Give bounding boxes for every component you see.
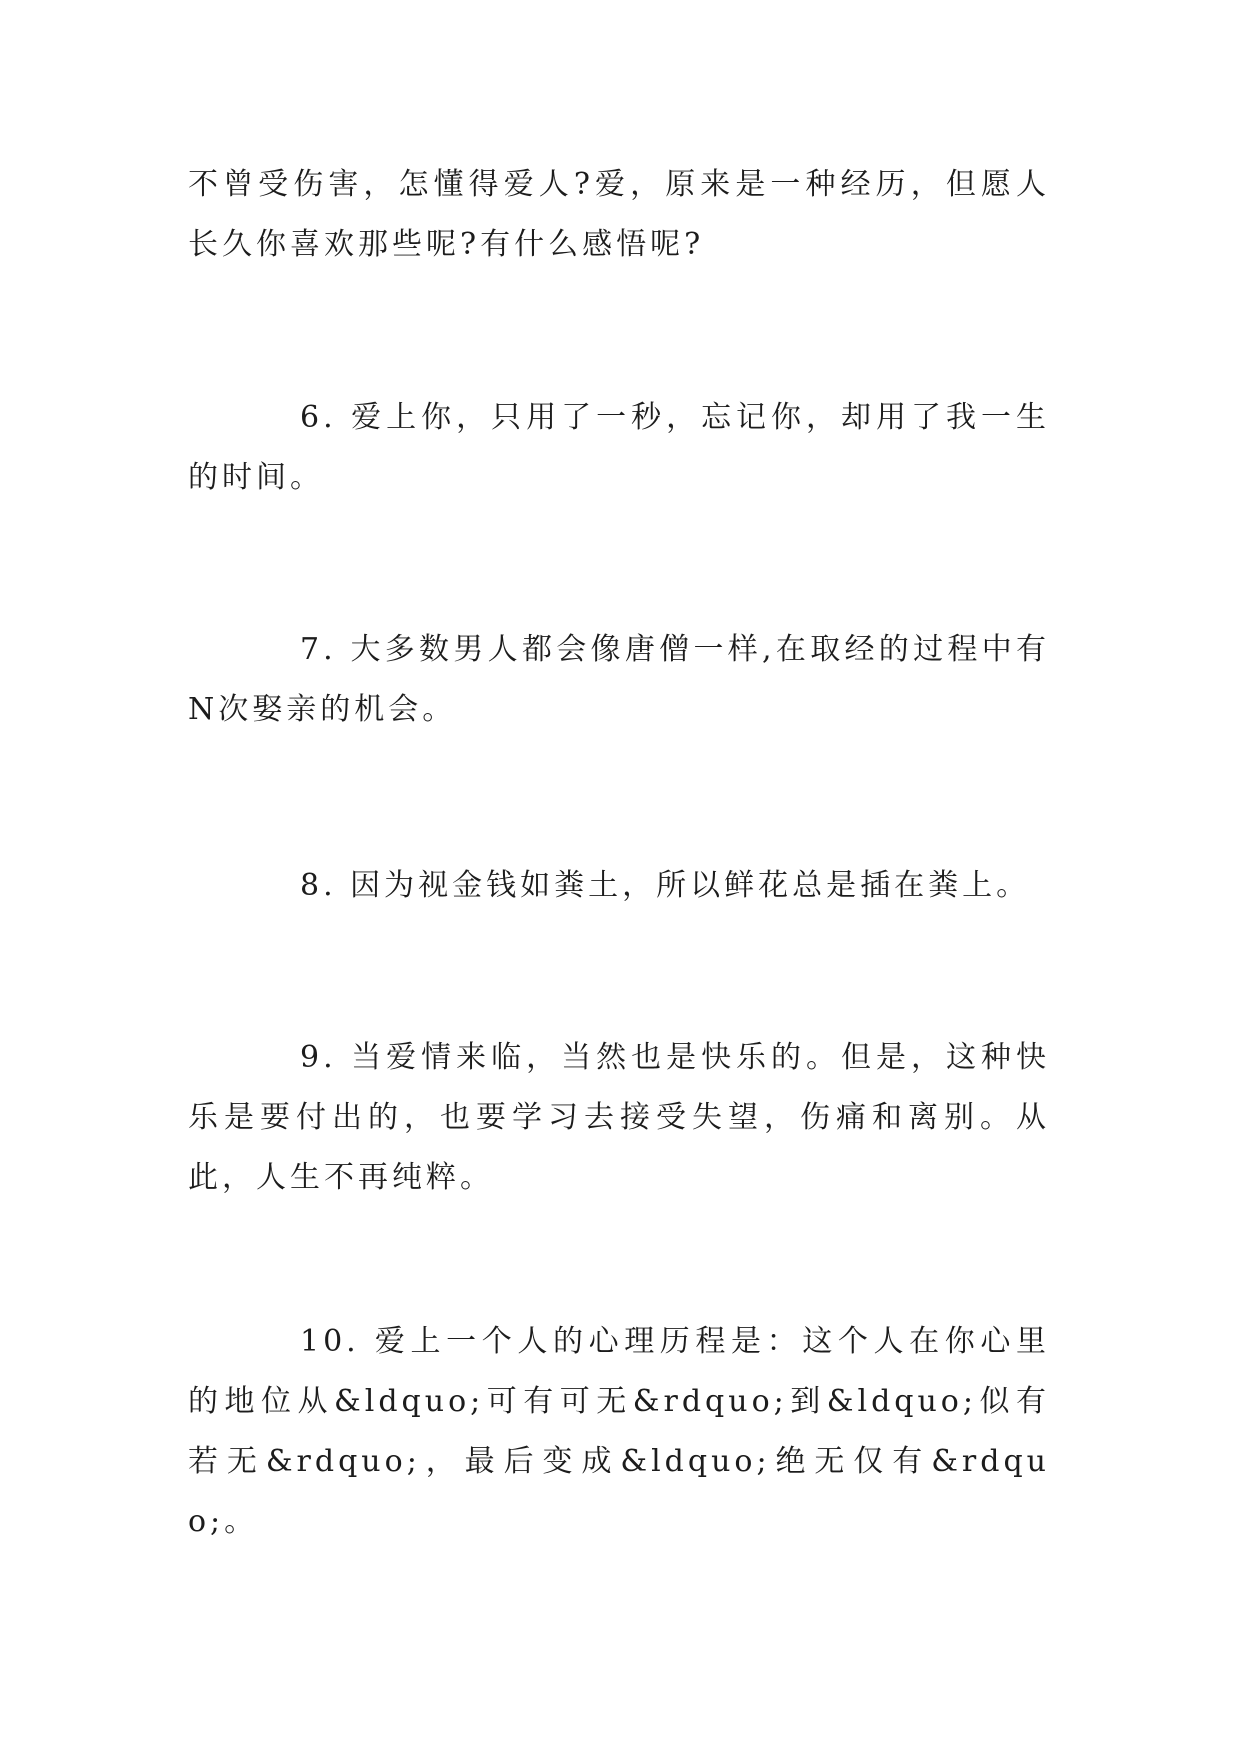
paragraph-item-7: 7. 大多数男人都会像唐僧一样,在取经的过程中有N次娶亲的机会。 [188, 632, 1050, 727]
paragraph-item-8: 8. 因为视金钱如粪土，所以鲜花总是插在粪上。 [300, 868, 1031, 903]
paragraph-continuation: 不曾受伤害，怎懂得爱人?爱，原来是一种经历，但愿人长久你喜欢那些呢?有什么感悟呢? [188, 167, 1050, 262]
paragraph-item-9: 9. 当爱情来临，当然也是快乐的。但是，这种快乐是要付出的，也要学习去接受失望，伤痛和离别。从此，人生不再纯粹。 [188, 1040, 1050, 1195]
paragraph-item-10: 10. 爱上一个人的心理历程是：这个人在你心里的地位从&ldquo;可有可无&rdquo;到&ldquo;似有若无&rdquo;，最后变成&ldquo;绝无仅有&rdquo;。 [188, 1324, 1050, 1539]
paragraph-item-6: 6. 爱上你，只用了一秒，忘记你，却用了我一生的时间。 [188, 400, 1050, 495]
